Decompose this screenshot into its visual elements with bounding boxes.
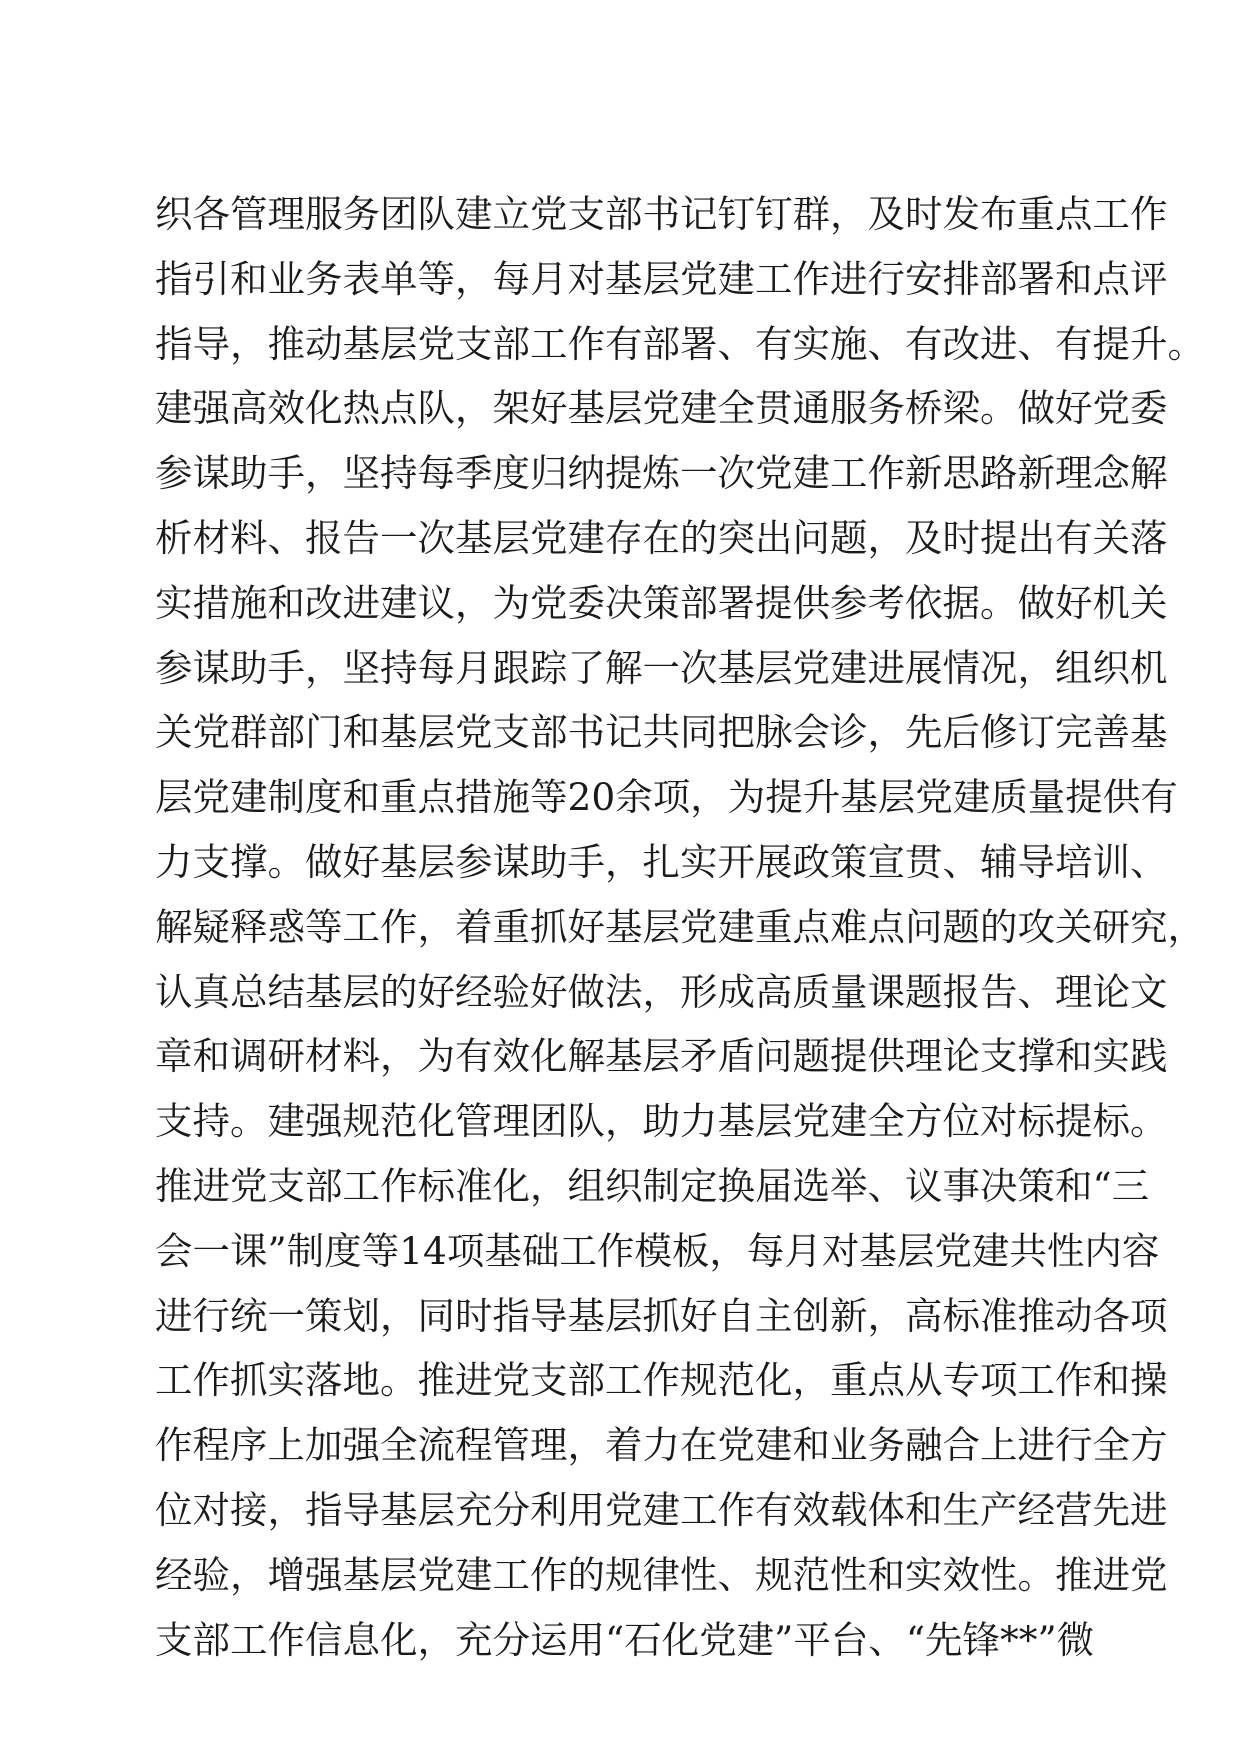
text-line: 位对接，指导基层充分利用党建工作有效载体和生产经营先进 bbox=[155, 1487, 1168, 1532]
text-line: 层党建制度和重点措施等20余项，为提升基层党建质量提供有 bbox=[155, 775, 1178, 820]
text-line: 进行统一策划，同时指导基层抓好自主创新，高标准推动各项 bbox=[155, 1293, 1168, 1338]
text-line: 认真总结基层的好经验好做法，形成高质量课题报告、理论文 bbox=[155, 969, 1168, 1014]
text-line: 参谋助手，坚持每季度归纳提炼一次党建工作新思路新理念解 bbox=[155, 451, 1168, 496]
text-line: 织各管理服务团队建立党支部书记钉钉群，及时发布重点工作 bbox=[155, 192, 1168, 236]
text-line: 关党群部门和基层党支部书记共同把脉会诊，先后修订完善基 bbox=[155, 710, 1168, 755]
text-line: 会一课”制度等14项基础工作模板，每月对基层党建共性内容 bbox=[155, 1228, 1160, 1273]
text-line: 作程序上加强全流程管理，着力在党建和业务融合上进行全方 bbox=[155, 1423, 1168, 1468]
text-line: 章和调研材料，为有效化解基层矛盾问题提供理论支撑和实践 bbox=[155, 1034, 1168, 1079]
text-line: 力支撑。做好基层参谋助手，扎实开展政策宣贯、辅导培训、 bbox=[155, 839, 1168, 884]
text-line: 实措施和改进建议，为党委决策部署提供参考依据。做好机关 bbox=[155, 580, 1168, 625]
text-line: 工作抓实落地。推进党支部工作规范化，重点从专项工作和操 bbox=[155, 1358, 1168, 1403]
text-line: 建强高效化热点队，架好基层党建全贯通服务桥梁。做好党委 bbox=[155, 386, 1168, 431]
text-line: 经验，增强基层党建工作的规律性、规范性和实效性。推进党 bbox=[155, 1552, 1168, 1597]
text-line: 指导，推动基层党支部工作有部署、有实施、有改进、有提升。 bbox=[155, 321, 1205, 366]
text-line: 支持。建强规范化管理团队，助力基层党建全方位对标提标。 bbox=[155, 1099, 1168, 1144]
text-line: 指引和业务表单等，每月对基层党建工作进行安排部署和点评 bbox=[155, 256, 1168, 301]
text-line: 支部工作信息化，充分运用“石化党建”平台、“先锋**”微 bbox=[155, 1617, 1095, 1662]
text-line: 参谋助手，坚持每月跟踪了解一次基层党建进展情况，组织机 bbox=[155, 645, 1168, 690]
text-line: 推进党支部工作标准化，组织制定换届选举、议事决策和“三 bbox=[155, 1163, 1150, 1208]
text-line: 析材料、报告一次基层党建存在的突出问题，及时提出有关落 bbox=[155, 515, 1168, 560]
text-line: 解疑释惑等工作，着重抓好基层党建重点难点问题的攻关研究， bbox=[155, 904, 1205, 949]
body-paragraph bbox=[155, 182, 1205, 1672]
